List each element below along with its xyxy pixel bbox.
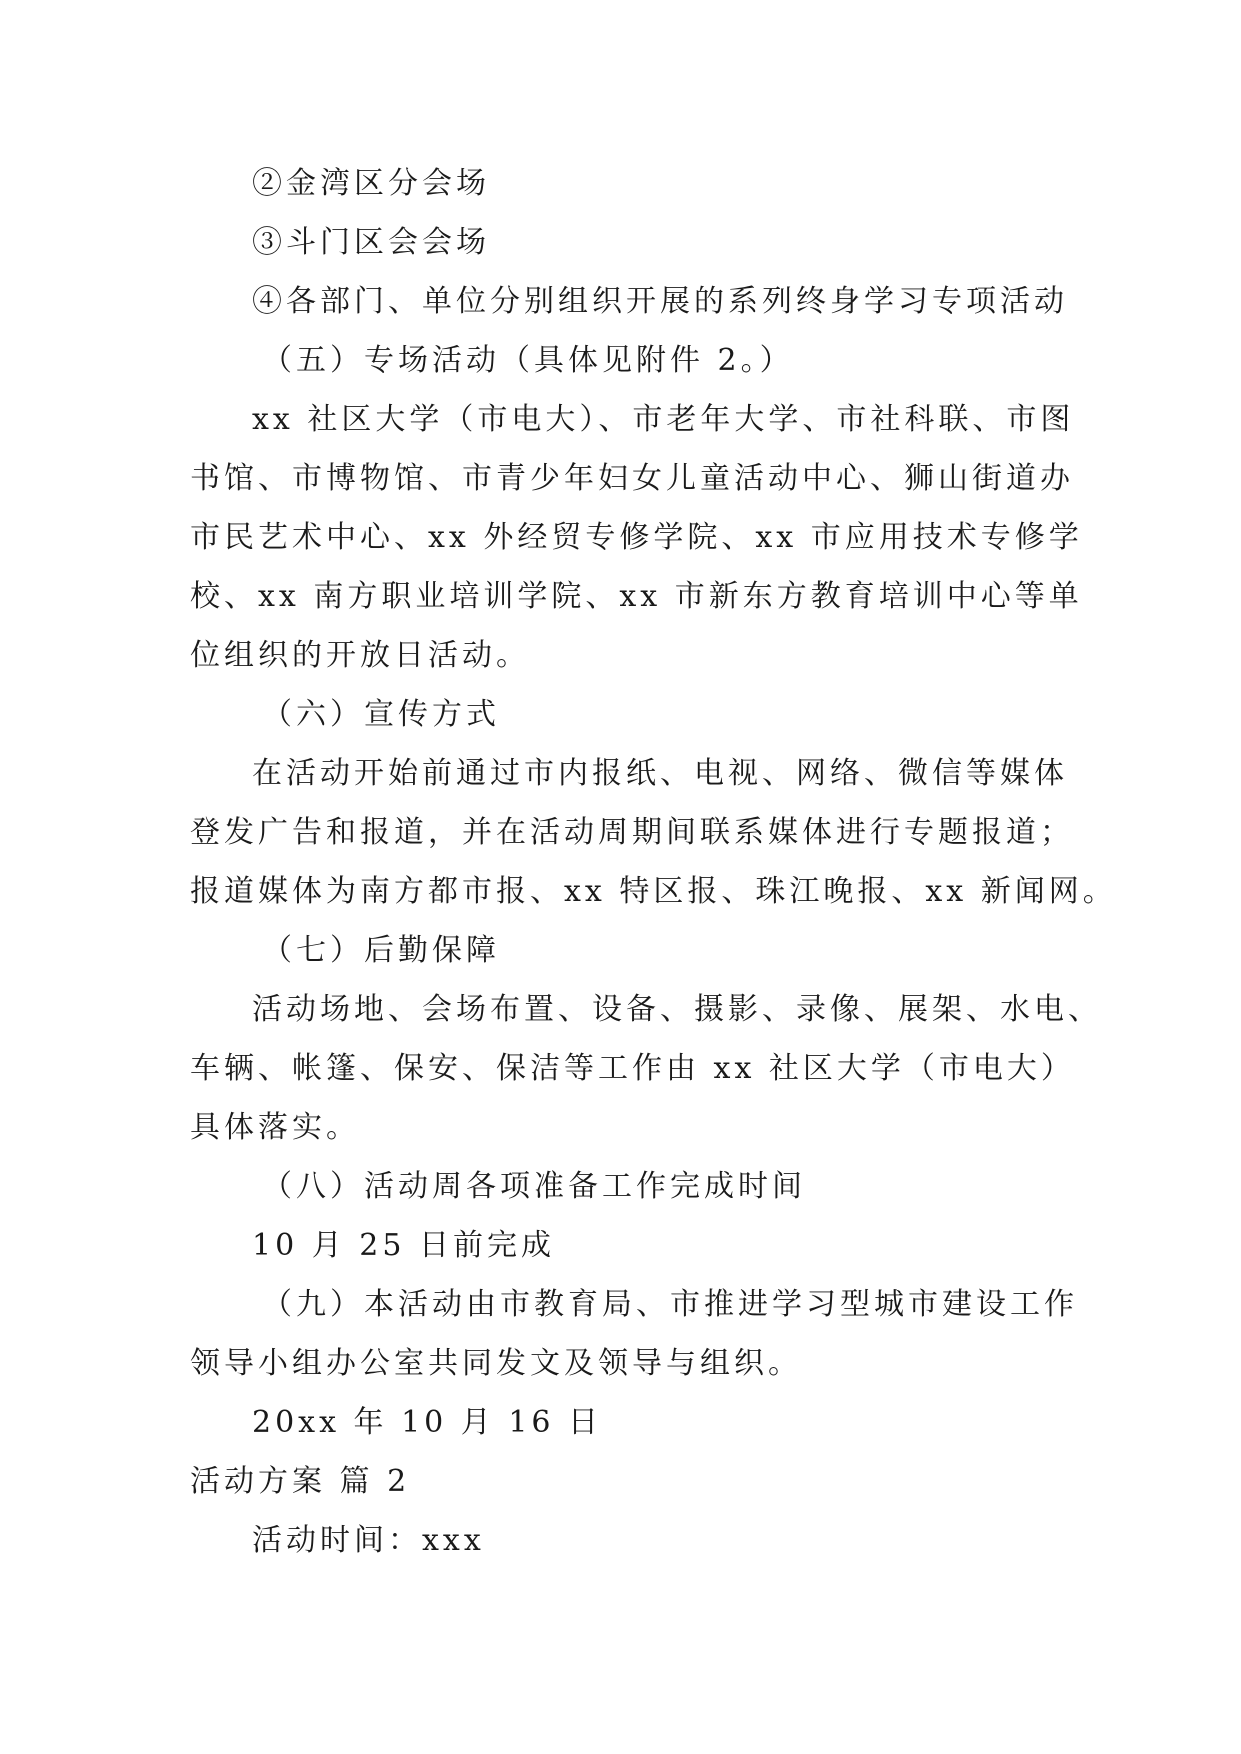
paragraph-line: 领导小组办公室共同发文及领导与组织。 [190,1346,802,1381]
section-heading-special-activities: （五）专场活动（具体见附件 2。） [262,343,794,378]
paragraph-line: 活动场地、会场布置、设备、摄影、录像、展架、水电、 [252,992,1102,1027]
paragraph-line: 登发广告和报道，并在活动周期间联系媒体进行专题报道； [190,815,1074,850]
paragraph-line: 具体落实。 [190,1110,360,1145]
paragraph-line: xx 社区大学（市电大）、市老年大学、市社科联、市图 [252,402,1075,437]
list-item-jinwan-venue: ②金湾区分会场 [252,166,490,201]
paragraph-line: 市民艺术中心、xx 外经贸专修学院、xx 市应用技术专修学 [190,520,1083,555]
paragraph-line: 10 月 25 日前完成 [252,1228,555,1263]
list-item-doumen-venue: ③斗门区会会场 [252,225,490,260]
activity-time: 活动时间：xxx [252,1523,485,1558]
section-heading-organizers: （九）本活动由市教育局、市推进学习型城市建设工作 [262,1287,1078,1322]
paragraph-line: 报道媒体为南方都市报、xx 特区报、珠江晚报、xx 新闻网。 [190,874,1117,909]
section-heading-preparation-deadline: （八）活动周各项准备工作完成时间 [262,1169,806,1204]
list-item-departments-activities: ④各部门、单位分别组织开展的系列终身学习专项活动 [252,284,1068,319]
section-heading-logistics: （七）后勤保障 [262,933,500,968]
paragraph-line: 在活动开始前通过市内报纸、电视、网络、微信等媒体 [252,756,1068,791]
paragraph-line: 车辆、帐篷、保安、保洁等工作由 xx 社区大学（市电大） [190,1051,1075,1086]
section-title-plan-2: 活动方案 篇 2 [190,1464,411,1499]
paragraph-line: 校、xx 南方职业培训学院、xx 市新东方教育培训中心等单 [190,579,1083,614]
paragraph-line: 书馆、市博物馆、市青少年妇女儿童活动中心、狮山街道办 [190,461,1074,496]
document-date: 20xx 年 10 月 16 日 [252,1405,603,1440]
paragraph-line: 位组织的开放日活动。 [190,638,530,673]
section-heading-publicity: （六）宣传方式 [262,697,500,732]
